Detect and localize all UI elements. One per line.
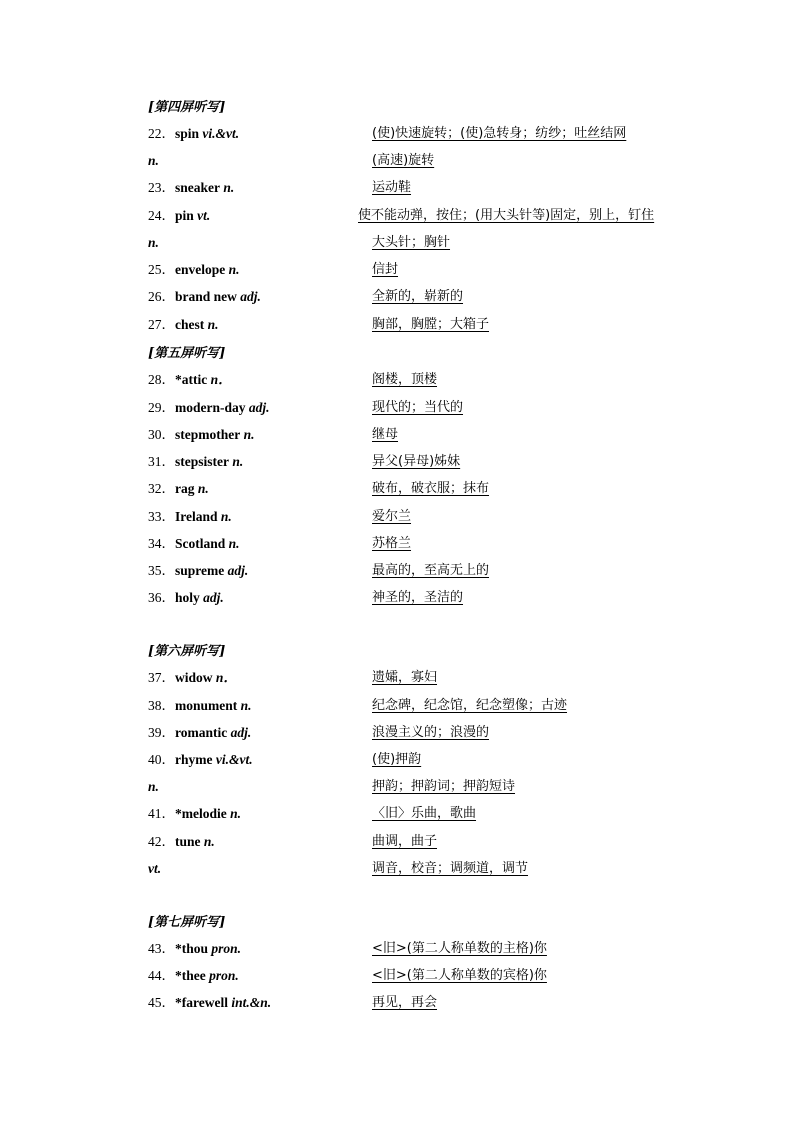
entry-word: stepsister bbox=[175, 454, 229, 469]
entry-term bbox=[148, 722, 251, 744]
entry-meaning: 纪念碑，纪念馆，纪念塑像；古迹 bbox=[372, 698, 568, 713]
entry-word: sneaker bbox=[175, 180, 220, 195]
entry-term bbox=[148, 533, 240, 555]
vocab-entry bbox=[0, 965, 794, 987]
entry-term bbox=[148, 314, 219, 336]
entry-word: stepmother bbox=[175, 427, 241, 442]
entry-number: 30． bbox=[148, 427, 175, 442]
entry-pos: n. bbox=[223, 180, 235, 195]
entry-meaning: 全新的，崭新的 bbox=[372, 289, 464, 304]
entry-pos: n. bbox=[230, 806, 242, 821]
vocab-entry bbox=[0, 424, 794, 446]
entry-term bbox=[148, 858, 161, 880]
entry-term bbox=[148, 776, 159, 798]
entry-word: brand new bbox=[175, 289, 237, 304]
entry-term bbox=[148, 749, 253, 771]
entry-number: 31． bbox=[148, 454, 175, 469]
entry-word: envelope bbox=[175, 262, 226, 277]
entry-word: holy bbox=[175, 590, 200, 605]
entry-term bbox=[148, 123, 239, 145]
entry-term bbox=[148, 424, 255, 446]
entry-pos: n. bbox=[148, 153, 159, 168]
entry-term bbox=[148, 369, 232, 391]
entry-meaning: 押韵；押韵词；押韵短诗 bbox=[372, 779, 516, 794]
section-heading: [第七屏听写] bbox=[148, 915, 226, 930]
entry-word: Ireland bbox=[175, 509, 218, 524]
vocab-entry bbox=[0, 749, 794, 771]
entry-meaning: 〈旧〉乐曲，歌曲 bbox=[372, 806, 477, 821]
vocab-entry bbox=[0, 938, 794, 960]
entry-meaning: <旧>(第二人称单数的主格)你 bbox=[372, 941, 547, 956]
section-heading: [第四屏听写] bbox=[148, 100, 226, 115]
entry-pos: n． bbox=[210, 372, 232, 387]
entry-term bbox=[148, 695, 252, 717]
entry-number: 33． bbox=[148, 509, 175, 524]
entry-term bbox=[148, 587, 224, 609]
entry-pos: pron. bbox=[211, 941, 242, 956]
entry-pos: vt. bbox=[197, 208, 211, 223]
entry-pos: adj. bbox=[240, 289, 261, 304]
vocab-entry bbox=[0, 369, 794, 391]
entry-meaning: 使不能动弹，按住；(用大头针等)固定，别上，钉住 bbox=[358, 208, 655, 223]
entry-term bbox=[148, 150, 159, 172]
entry-number: 45． bbox=[148, 995, 175, 1010]
entry-pos: n. bbox=[232, 454, 244, 469]
entry-number: 29． bbox=[148, 400, 175, 415]
entry-number: 43． bbox=[148, 941, 175, 956]
entry-pos: n. bbox=[240, 698, 252, 713]
entry-meaning: 再见，再会 bbox=[372, 995, 438, 1010]
entry-meaning: 曲调，曲子 bbox=[372, 834, 438, 849]
entry-term bbox=[148, 177, 234, 199]
entry-meaning: 最高的，至高无上的 bbox=[372, 563, 490, 578]
entry-number: 42． bbox=[148, 834, 175, 849]
vocab-entry bbox=[0, 259, 794, 281]
entry-number: 36． bbox=[148, 590, 175, 605]
entry-pos: n. bbox=[203, 834, 215, 849]
entry-word: *farewell bbox=[175, 995, 228, 1010]
vocab-entry bbox=[0, 177, 794, 199]
entry-word: rag bbox=[175, 481, 195, 496]
entry-pos: n. bbox=[197, 481, 209, 496]
entry-meaning: 大头针；胸针 bbox=[372, 235, 451, 250]
entry-pos: n. bbox=[243, 427, 255, 442]
vocab-entry bbox=[0, 587, 794, 609]
entry-meaning: (使)快速旋转；(使)急转身；纺纱；吐丝结网 bbox=[372, 126, 627, 141]
vocab-entry bbox=[0, 722, 794, 744]
entry-word: chest bbox=[175, 317, 205, 332]
vocab-entry bbox=[0, 803, 794, 825]
entry-word: *thou bbox=[175, 941, 209, 956]
vocab-entry bbox=[0, 667, 794, 689]
entry-number: 41． bbox=[148, 806, 175, 821]
entry-word: widow bbox=[175, 670, 213, 685]
entry-term bbox=[148, 397, 270, 419]
vocab-entry bbox=[0, 286, 794, 308]
vocab-entry bbox=[0, 123, 794, 145]
entry-number: 34． bbox=[148, 536, 175, 551]
entry-word: monument bbox=[175, 698, 238, 713]
vocab-entry bbox=[0, 831, 794, 853]
entry-number: 27． bbox=[148, 317, 175, 332]
vocab-entry bbox=[0, 992, 794, 1014]
entry-term bbox=[148, 451, 243, 473]
entry-term bbox=[148, 560, 248, 582]
entry-meaning: 阁楼，顶楼 bbox=[372, 372, 438, 387]
vocab-entry bbox=[0, 205, 794, 227]
entry-pos: n. bbox=[207, 317, 219, 332]
vocab-entry bbox=[0, 150, 794, 172]
entry-pos: vt. bbox=[148, 861, 162, 876]
entry-term bbox=[148, 232, 159, 254]
entry-term bbox=[148, 667, 237, 689]
entry-word: pin bbox=[175, 208, 194, 223]
entry-meaning: 胸部，胸膛；大箱子 bbox=[372, 317, 490, 332]
vocab-entry bbox=[0, 695, 794, 717]
entry-meaning: 调音，校音；调频道，调节 bbox=[372, 861, 529, 876]
vocab-entry bbox=[0, 506, 794, 528]
entry-word: tune bbox=[175, 834, 201, 849]
entry-pos: adj. bbox=[227, 563, 249, 578]
entry-meaning: 破布，破衣服；抹布 bbox=[372, 481, 490, 496]
entry-word: modern-day bbox=[175, 400, 246, 415]
entry-pos: n． bbox=[215, 670, 237, 685]
entry-meaning: 浪漫主义的；浪漫的 bbox=[372, 725, 490, 740]
entry-meaning: <旧>(第二人称单数的宾格)你 bbox=[372, 968, 547, 983]
entry-word: supreme bbox=[175, 563, 225, 578]
entry-number: 25． bbox=[148, 262, 175, 277]
entry-number: 23． bbox=[148, 180, 175, 195]
entry-pos: adj. bbox=[203, 590, 224, 605]
vocab-entry bbox=[0, 776, 794, 798]
section-heading: [第五屏听写] bbox=[148, 346, 226, 361]
entry-term bbox=[148, 286, 261, 308]
vocab-entry bbox=[0, 314, 794, 336]
entry-meaning: 运动鞋 bbox=[372, 180, 412, 195]
vocab-entry bbox=[0, 451, 794, 473]
entry-number: 40． bbox=[148, 752, 175, 767]
entry-term bbox=[148, 938, 241, 960]
entry-number: 35． bbox=[148, 563, 175, 578]
entry-pos: int.&n. bbox=[231, 995, 272, 1010]
entry-pos: pron. bbox=[209, 968, 239, 983]
entry-meaning: 苏格兰 bbox=[372, 536, 412, 551]
entry-pos: n. bbox=[148, 235, 159, 250]
entry-word: *melodie bbox=[175, 806, 227, 821]
vocab-entry bbox=[0, 397, 794, 419]
entry-meaning: 继母 bbox=[372, 427, 399, 442]
entry-pos: n. bbox=[148, 779, 159, 794]
entry-term bbox=[148, 506, 232, 528]
entry-term bbox=[148, 478, 209, 500]
entry-word: romantic bbox=[175, 725, 228, 740]
entry-term bbox=[148, 965, 239, 987]
entry-number: 37． bbox=[148, 670, 175, 685]
vocab-entry bbox=[0, 858, 794, 880]
entry-meaning: 信封 bbox=[372, 262, 399, 277]
entry-number: 28． bbox=[148, 372, 175, 387]
vocab-entry bbox=[0, 232, 794, 254]
entry-pos: n. bbox=[228, 262, 240, 277]
entry-number: 32． bbox=[148, 481, 175, 496]
vocab-entry bbox=[0, 478, 794, 500]
entry-pos: adj. bbox=[248, 400, 270, 415]
entry-term bbox=[148, 205, 210, 227]
entry-pos: adj. bbox=[230, 725, 252, 740]
vocab-entry bbox=[0, 533, 794, 555]
entry-pos: vi.&vt. bbox=[202, 126, 240, 141]
entry-meaning: 爱尔兰 bbox=[372, 509, 412, 524]
entry-number: 38． bbox=[148, 698, 175, 713]
entry-meaning: 遗孀，寡妇 bbox=[372, 670, 438, 685]
section-heading: [第六屏听写] bbox=[148, 644, 226, 659]
entry-meaning: (高速)旋转 bbox=[372, 153, 435, 168]
entry-word: *attic bbox=[175, 372, 208, 387]
entry-number: 24． bbox=[148, 208, 175, 223]
entry-term bbox=[148, 831, 215, 853]
entry-pos: vi.&vt. bbox=[215, 752, 253, 767]
entry-meaning: 神圣的，圣洁的 bbox=[372, 590, 464, 605]
entry-meaning: (使)押韵 bbox=[372, 752, 422, 767]
entry-number: 22． bbox=[148, 126, 175, 141]
entry-pos: n. bbox=[228, 536, 240, 551]
entry-meaning: 现代的；当代的 bbox=[372, 400, 464, 415]
entry-term bbox=[148, 259, 240, 281]
entry-word: rhyme bbox=[175, 752, 213, 767]
entry-pos: n. bbox=[220, 509, 232, 524]
entry-word: *thee bbox=[175, 968, 206, 983]
entry-number: 44． bbox=[148, 968, 175, 983]
entry-word: spin bbox=[175, 126, 200, 141]
entry-number: 39． bbox=[148, 725, 175, 740]
entry-term bbox=[148, 803, 241, 825]
entry-number: 26． bbox=[148, 289, 175, 304]
vocab-entry bbox=[0, 560, 794, 582]
entry-term bbox=[148, 992, 271, 1014]
entry-meaning: 异父(异母)姊妹 bbox=[372, 454, 461, 469]
entry-word: Scotland bbox=[175, 536, 226, 551]
